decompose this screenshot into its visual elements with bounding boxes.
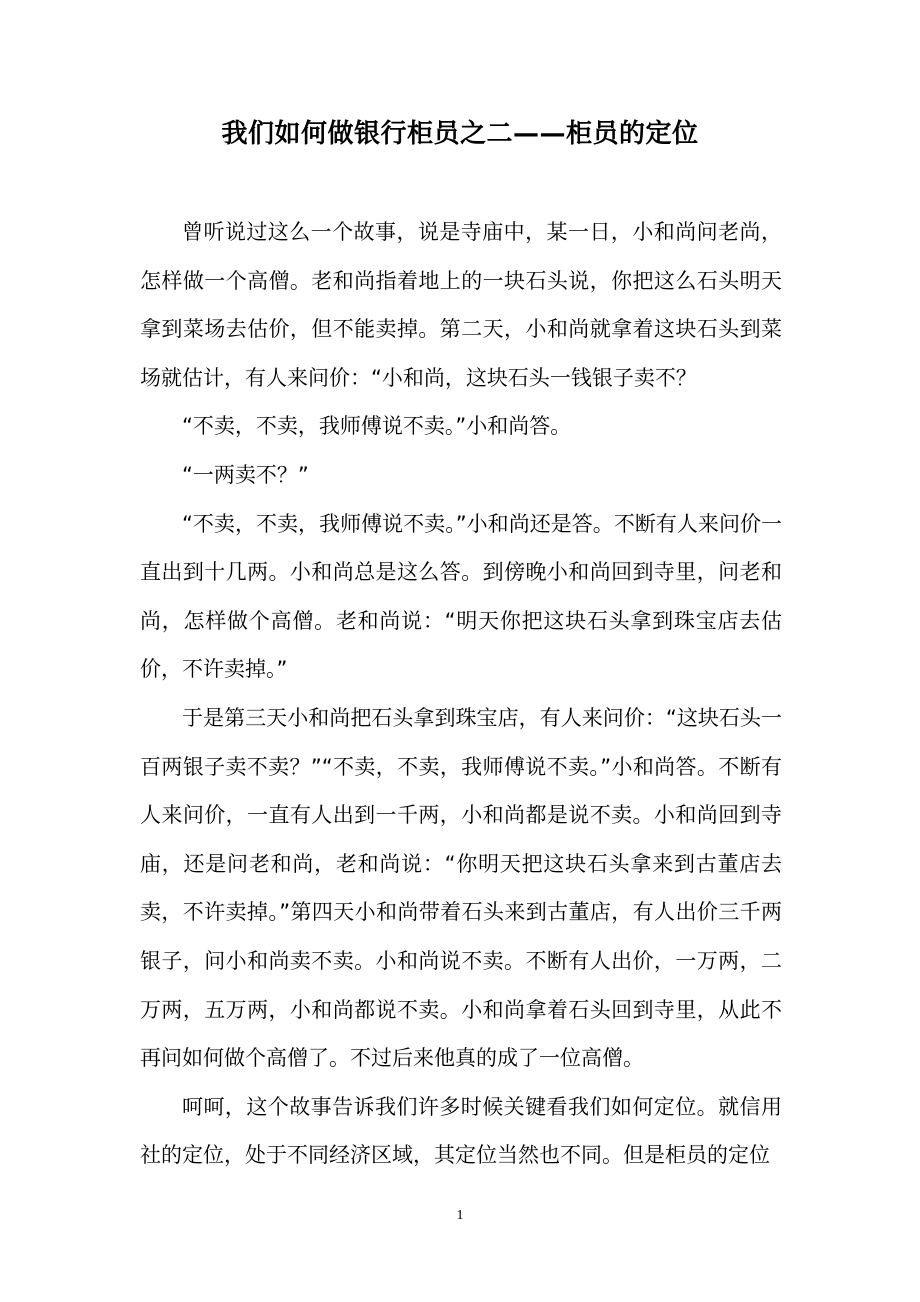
page-number: 1 bbox=[456, 1208, 464, 1223]
paragraph: “不卖，不卖，我师傅说不卖。”小和尚还是答。不断有人来问价一直出到十几两。小和尚总是这么答。到傍晚小和尚回到寺里，问老和尚，怎样做个高僧。老和尚说：“明天你把这块石头拿到珠宝店去估价，不许卖掉。” bbox=[140, 511, 782, 682]
paragraph: 曾听说过这么一个故事，说是寺庙中，某一日，小和尚问老尚，怎样做一个高僧。老和尚指着地上的一块石头说，你把这么石头明天拿到菜场去估价，但不能卖掉。第二天，小和尚就拿着这块石头到菜场就估计，有人来问价：“小和尚，这块石头一钱银子卖不？ bbox=[140, 220, 782, 390]
paragraph: 于是第三天小和尚把石头拿到珠宝店，有人来问价：“这块石头一百两银子卖不卖？”“不卖，不卖，我师傅说不卖。”小和尚答。不断有人来问价，一直有人出到一千两，小和尚都是说不卖。小和尚回到寺庙，还是问老和尚，老和尚说：“你明天把这块石头拿来到古董店去卖，不许卖掉。”第四天小和尚带着石头来到古董店，有人出价三千两银子，问小和尚卖不卖。小和尚说不卖。不断有人出价，一万两，二万两，五万两，小和尚都说不卖。小和尚拿着石头回到寺里，从此不再问如何做个高僧了。不过后来他真的成了一位高僧。 bbox=[140, 705, 782, 1071]
document-title: 我们如何做银行柜员之二——柜员的定位 bbox=[221, 119, 699, 149]
document-body bbox=[140, 208, 782, 1180]
paragraph: “不卖，不卖，我师傅说不卖。”小和尚答。 bbox=[182, 414, 572, 439]
paragraph: “一两卖不？” bbox=[182, 462, 309, 487]
paragraph: 呵呵，这个故事告诉我们许多时候关键看我们如何定位。就信用社的定位，处于不同经济区域，其定位当然也不同。但是柜员的定位 bbox=[140, 1094, 782, 1168]
